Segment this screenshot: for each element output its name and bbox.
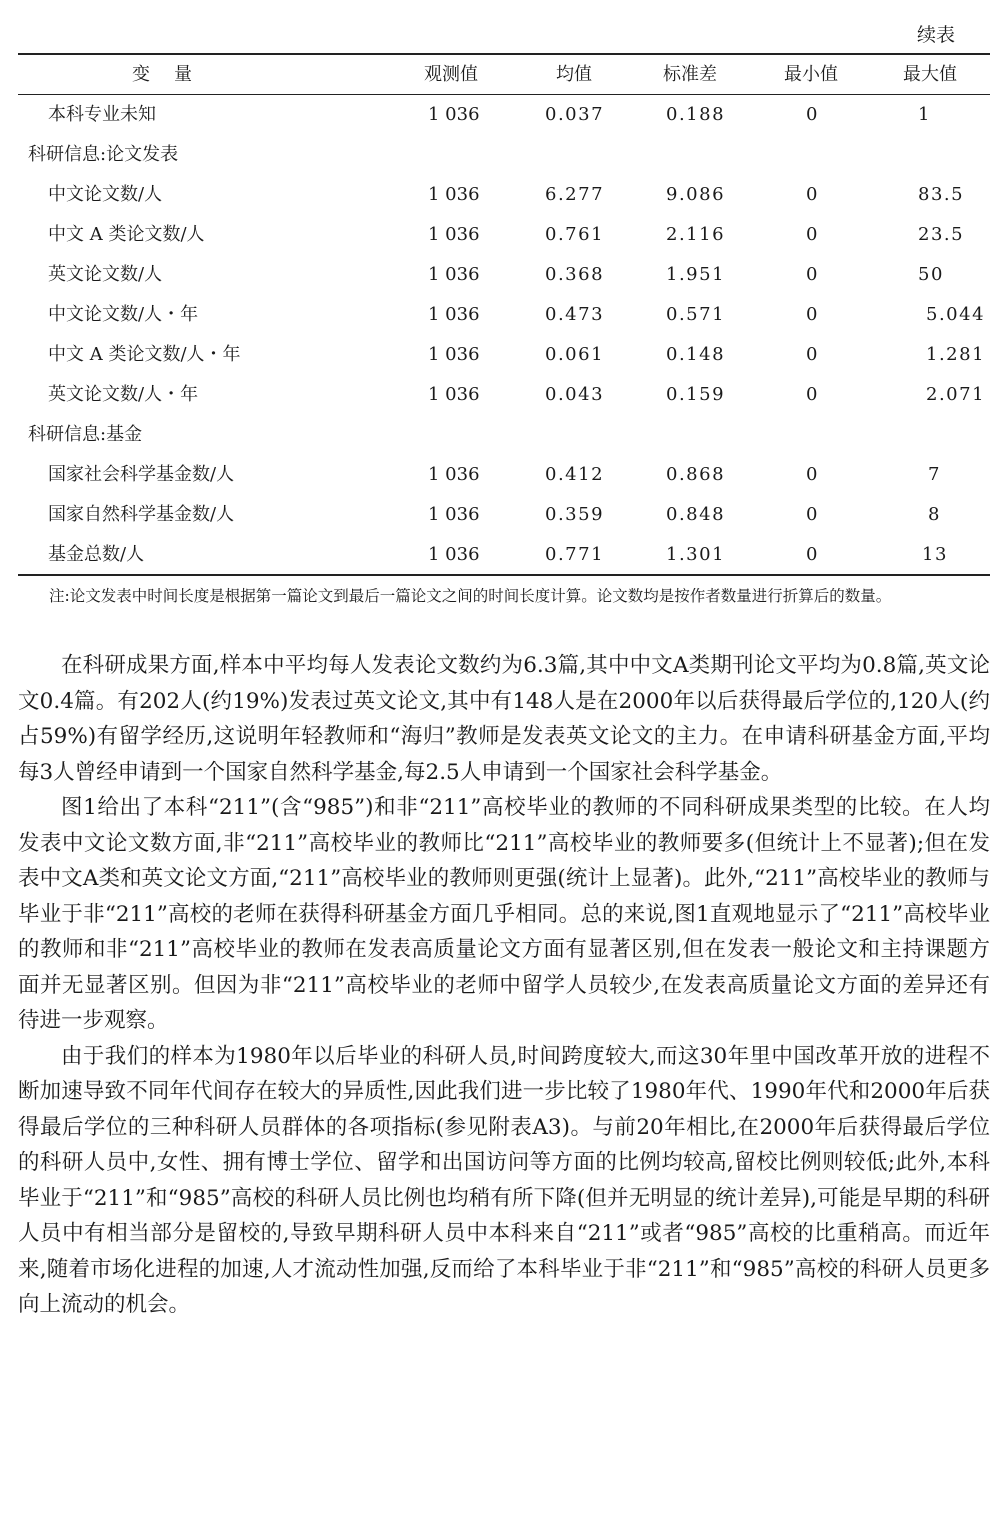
cell-max: 7 bbox=[928, 464, 941, 485]
cell-mean: 0.368 bbox=[545, 264, 605, 285]
cell-min: 0 bbox=[806, 184, 818, 205]
cell-sd: 1.951 bbox=[666, 264, 726, 285]
cell-variable: 本科专业未知 bbox=[48, 104, 156, 125]
cell-variable: 基金总数/人 bbox=[48, 544, 145, 565]
cell-variable: 英文论文数/人 bbox=[48, 264, 163, 285]
cell-variable: 中文论文数/人・年 bbox=[48, 304, 199, 325]
table-section-row bbox=[0, 415, 1003, 455]
table-row bbox=[0, 375, 1003, 415]
cell-sd: 1.301 bbox=[666, 544, 726, 565]
cell-min: 0 bbox=[806, 544, 818, 565]
cell-mean: 0.359 bbox=[545, 504, 605, 525]
table-row bbox=[0, 335, 1003, 375]
cell-obs: 1 036 bbox=[428, 464, 480, 485]
section-label: 科研信息:论文发表 bbox=[28, 144, 179, 165]
cell-max: 23.5 bbox=[918, 224, 965, 245]
cell-min: 0 bbox=[806, 464, 818, 485]
table-row bbox=[0, 295, 1003, 335]
cell-min: 0 bbox=[806, 264, 818, 285]
paragraph: 由于我们的样本为1980年以后毕业的科研人员,时间跨度较大,而这30年里中国改革开放的进程不断加速导致不同年代间存在较大的异质性,因此我们进一步比较了1980年代、1990年代和2000年后获得最后学位的三种科研人员群体的各项指标(参见附表A3)。与前20年相比,在2000年后获得最后学位的科研人员中,女性、拥有博士学位、留学和出国访问等方面的比例均较高,留校比例则较低;此外,本科毕业于“211”和“985”高校的科研人员比例也均稍有所下降(但并无明显的统计差异),可能是早期的科研人员中有相当部分是留校的,导致早期科研人员中本科来自“211”或者“985”高校的比重稍高。而近年来,随着市场化进程的加速,人才流动性加强,反而给了本科毕业于非“211”和“985”高校的科研人员更多向上流动的机会。 bbox=[18, 1043, 990, 1317]
cell-variable: 中文 A 类论文数/人 bbox=[48, 224, 205, 245]
cell-max: 2.071 bbox=[926, 384, 986, 405]
cell-max: 1 bbox=[918, 104, 931, 125]
header-min: 最小值 bbox=[784, 64, 838, 85]
cell-obs: 1 036 bbox=[428, 184, 480, 205]
cell-obs: 1 036 bbox=[428, 264, 480, 285]
cell-sd: 2.116 bbox=[666, 224, 726, 245]
table-bottom-rule bbox=[18, 574, 990, 576]
table-row bbox=[0, 455, 1003, 495]
table-header-row bbox=[0, 55, 1003, 95]
cell-variable: 英文论文数/人・年 bbox=[48, 384, 199, 405]
cell-max: 1.281 bbox=[926, 344, 986, 365]
cell-sd: 0.848 bbox=[666, 504, 726, 525]
cell-max: 83.5 bbox=[918, 184, 965, 205]
cell-variable: 国家社会科学基金数/人 bbox=[48, 464, 235, 485]
cell-max: 8 bbox=[928, 504, 941, 525]
cell-sd: 0.148 bbox=[666, 344, 726, 365]
cell-max: 5.044 bbox=[926, 304, 986, 325]
cell-mean: 0.473 bbox=[545, 304, 605, 325]
cell-min: 0 bbox=[806, 504, 818, 525]
cell-sd: 0.188 bbox=[666, 104, 726, 125]
header-mean: 均值 bbox=[556, 64, 592, 85]
header-max: 最大值 bbox=[903, 64, 957, 85]
cell-obs: 1 036 bbox=[428, 344, 480, 365]
cell-mean: 0.037 bbox=[545, 104, 605, 125]
cell-sd: 9.086 bbox=[666, 184, 726, 205]
table-row bbox=[0, 215, 1003, 255]
table-section-row bbox=[0, 135, 1003, 175]
cell-max: 50 bbox=[918, 264, 944, 285]
header-variable: 变量 bbox=[132, 64, 216, 85]
cell-sd: 0.571 bbox=[666, 304, 726, 325]
table-row bbox=[0, 175, 1003, 215]
cell-obs: 1 036 bbox=[428, 104, 480, 125]
cell-variable: 国家自然科学基金数/人 bbox=[48, 504, 235, 525]
cell-min: 0 bbox=[806, 384, 818, 405]
body-text bbox=[18, 648, 990, 1323]
table-row bbox=[0, 95, 1003, 135]
cell-max: 13 bbox=[922, 544, 948, 565]
cell-variable: 中文论文数/人 bbox=[48, 184, 163, 205]
cell-obs: 1 036 bbox=[428, 504, 480, 525]
cell-mean: 0.771 bbox=[545, 544, 605, 565]
cell-mean: 0.412 bbox=[545, 464, 605, 485]
cell-obs: 1 036 bbox=[428, 304, 480, 325]
cell-min: 0 bbox=[806, 224, 818, 245]
table-note: 注:论文发表中时间长度是根据第一篇论文到最后一篇论文之间的时间长度计算。论文数均是按作者数量进行折算后的数量。 bbox=[49, 587, 892, 605]
header-obs: 观测值 bbox=[424, 64, 478, 85]
cell-obs: 1 036 bbox=[428, 544, 480, 565]
table-row bbox=[0, 535, 1003, 575]
paragraph: 图1给出了本科“211”(含“985”)和非“211”高校毕业的教师的不同科研成果类型的比较。在人均发表中文论文数方面,非“211”高校毕业的教师比“211”高校毕业的教师要多(但统计上不显著);但在发表中文A类和英文论文方面,“211”高校毕业的教师则更强(统计上显著)。此外,“211”高校毕业的教师与毕业于非“211”高校的老师在获得科研基金方面几乎相同。总的来说,图1直观地显示了“211”高校毕业的教师和非“211”高校毕业的教师在发表高质量论文方面有显著区别,但在发表一般论文和主持课题方面并无显著区别。但因为非“211”高校毕业的老师中留学人员较少,在发表高质量论文方面的差异还有待进一步观察。 bbox=[18, 795, 990, 1033]
cell-mean: 0.061 bbox=[545, 344, 605, 365]
section-label: 科研信息:基金 bbox=[28, 424, 143, 445]
cell-mean: 0.043 bbox=[545, 384, 605, 405]
table-row bbox=[0, 495, 1003, 535]
cell-obs: 1 036 bbox=[428, 224, 480, 245]
cell-obs: 1 036 bbox=[428, 384, 480, 405]
header-sd: 标准差 bbox=[663, 64, 717, 85]
table-continued-label: 续表 bbox=[916, 24, 955, 46]
cell-mean: 0.761 bbox=[545, 224, 605, 245]
paragraph: 在科研成果方面,样本中平均每人发表论文数约为6.3篇,其中中文A类期刊论文平均为0.8篇,英文论文0.4篇。有202人(约19%)发表过英文论文,其中有148人是在2000年以后获得最后学位的,120人(约占59%)有留学经历,这说明年轻教师和“海归”教师是发表英文论文的主力。在申请科研基金方面,平均每3人曾经申请到一个国家自然科学基金,每2.5人申请到一个国家社会科学基金。 bbox=[18, 653, 990, 785]
cell-mean: 6.277 bbox=[545, 184, 605, 205]
cell-sd: 0.868 bbox=[666, 464, 726, 485]
cell-min: 0 bbox=[806, 104, 818, 125]
table-row bbox=[0, 255, 1003, 295]
cell-min: 0 bbox=[806, 304, 818, 325]
cell-min: 0 bbox=[806, 344, 818, 365]
cell-variable: 中文 A 类论文数/人・年 bbox=[48, 344, 241, 365]
cell-sd: 0.159 bbox=[666, 384, 726, 405]
